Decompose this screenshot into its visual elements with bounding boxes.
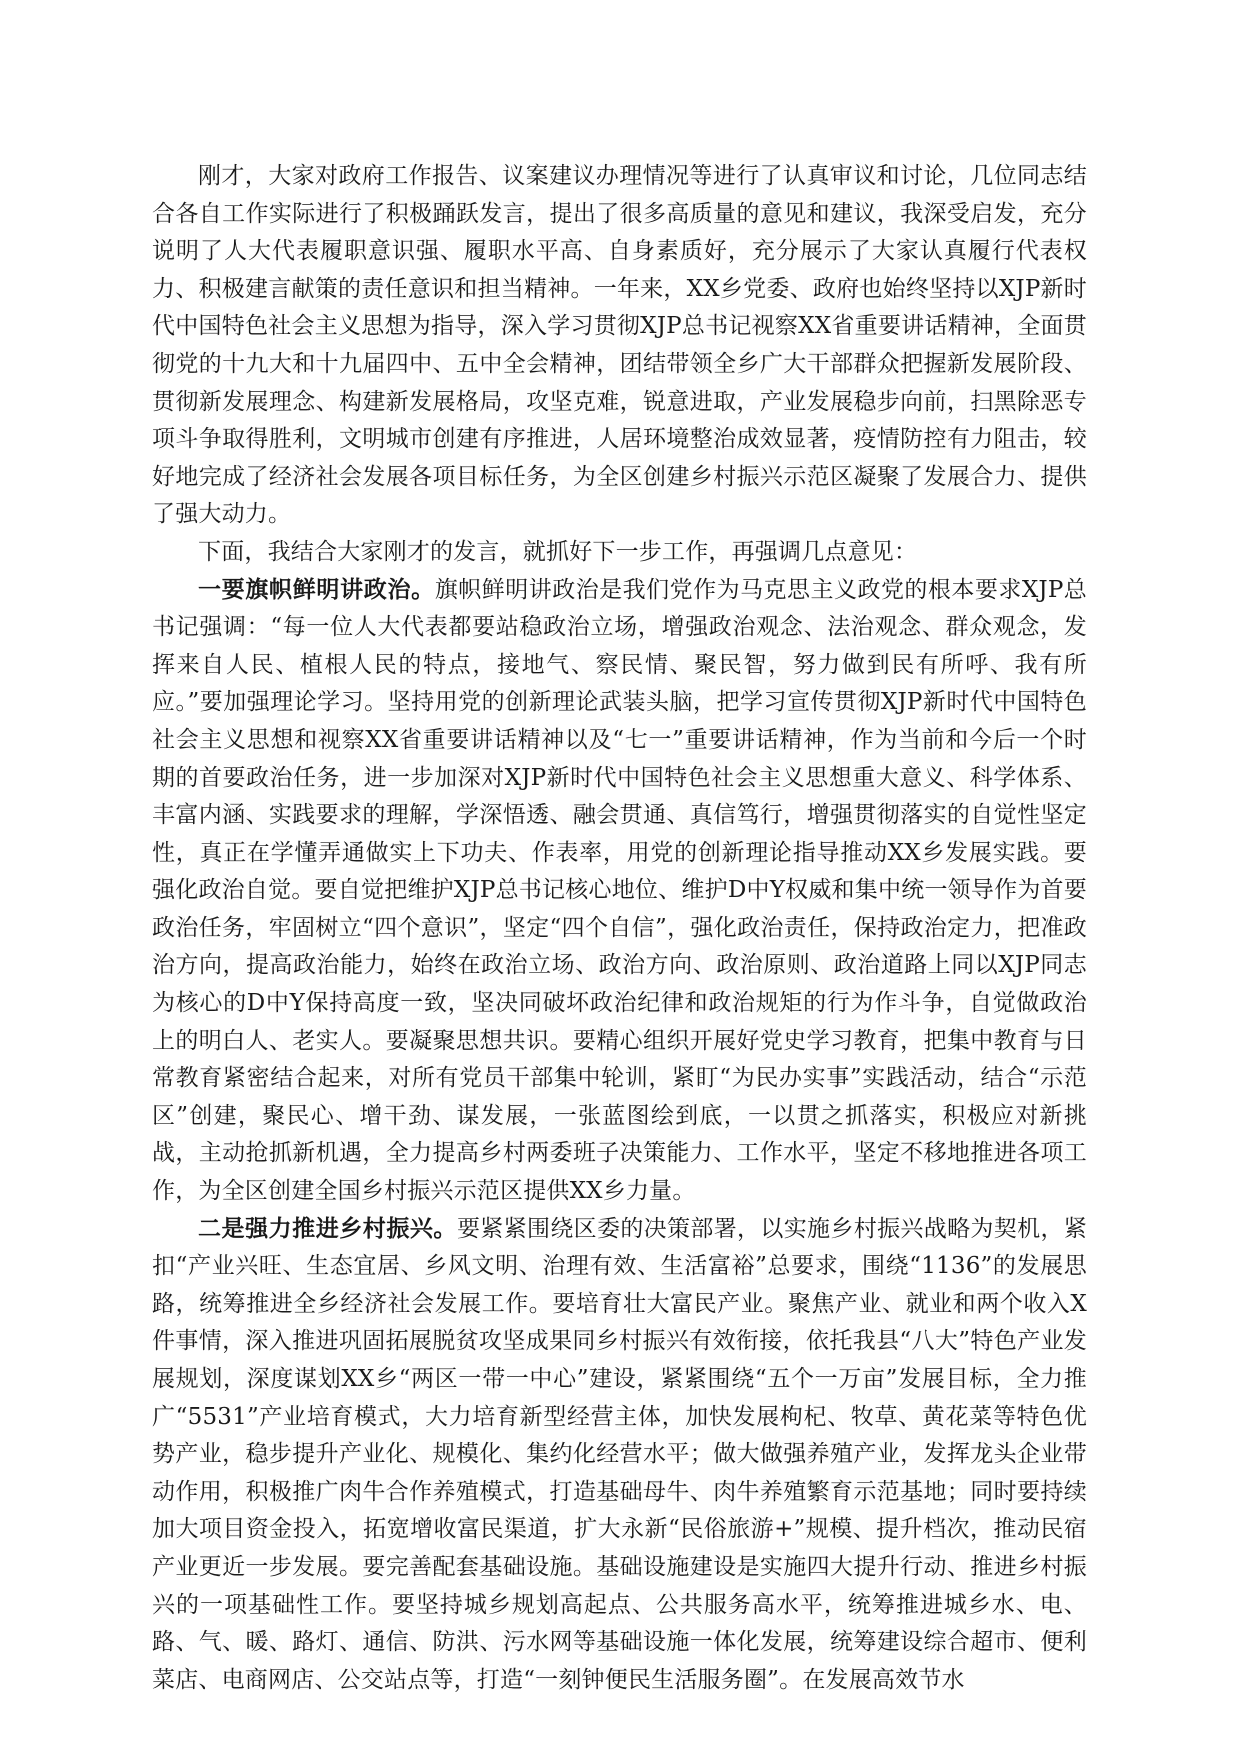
section-two-heading: 二是强力推进乡村振兴。 — [198, 1215, 457, 1242]
paragraph-section-two — [152, 1211, 1087, 1700]
paragraph-section-one — [152, 572, 1087, 1211]
document-body — [152, 158, 1087, 1699]
paragraph-transition-text: 下面，我结合大家刚才的发言，就抓好下一步工作，再强调几点意见： — [198, 538, 918, 565]
section-two-text: 要紧紧围绕区委的决策部署，以实施乡村振兴战略为契机，紧扣“产业兴旺、生态宜居、乡风文明、治理有效、生活富裕”总要求，围绕“1136”的发展思路，统筹推进全乡经济社会发展工作。要培育壮大富民产业。聚焦产业、就业和两个收入X件事情，深入推进巩固拓展脱贫攻坚成果同乡村振兴有效衔接，依托我县“八大”特色产业发展规划，深度谋划XX乡“两区一带一中心”建设，紧紧围绕“五个一万亩”发展目标，全力推广“5531”产业培育模式，大力培育新型经营主体，加快发展枸杞、牧草、黄花菜等特色优势产业，稳步提升产业化、规模化、集约化经营水平；做大做强养殖产业，发挥龙头企业带动作用，积极推广肉牛合作养殖模式，打造基础母牛、肉牛养殖繁育示范基地；同时要持续加大项目资金投入，拓宽增收富民渠道，扩大永新“民俗旅游+”规模、提升档次，推动民宿产业更近一步发展。要完善配套基础设施。基础设施建设是实施四大提升行动、推进乡村振兴的一项基础性工作。要坚持城乡规划高起点、公共服务高水平，统筹推进城乡水、电、路、气、暖、路灯、通信、防洪、污水网等基础设施一体化发展，统筹建设综合超市、便利菜店、电商网店、公交站点等，打造“一刻钟便民生活服务圈”。在发展高效节水 — [152, 1215, 1087, 1693]
paragraph-intro — [152, 158, 1087, 534]
paragraph-transition — [152, 534, 1087, 572]
section-one-heading: 一要旗帜鲜明讲政治。 — [198, 576, 435, 603]
section-one-text: 旗帜鲜明讲政治是我们党作为马克思主义政党的根本要求XJP总书记强调：“每一位人大代表都要站稳政治立场，增强政治观念、法治观念、群众观念，发挥来自人民、植根人民的特点，接地气、察民情、聚民智，努力做到民有所呼、我有所应。”要加强理论学习。坚持用党的创新理论武装头脑，把学习宣传贯彻XJP新时代中国特色社会主义思想和视察XX省重要讲话精神以及“七一”重要讲话精神，作为当前和今后一个时期的首要政治任务，进一步加深对XJP新时代中国特色社会主义思想重大意义、科学体系、丰富内涵、实践要求的理解，学深悟透、融会贯通、真信笃行，增强贯彻落实的自觉性坚定性，真正在学懂弄通做实上下功夫、作表率，用党的创新理论指导推动XX乡发展实践。要强化政治自觉。要自觉把维护XJP总书记核心地位、维护D中Y权威和集中统一领导作为首要政治任务，牢固树立“四个意识”，坚定“四个自信”，强化政治责任，保持政治定力，把准政治方向，提高政治能力，始终在政治立场、政治方向、政治原则、政治道路上同以XJP同志为核心的D中Y保持高度一致，坚决同破坏政治纪律和政治规矩的行为作斗争，自觉做政治上的明白人、老实人。要凝聚思想共识。要精心组织开展好党史学习教育，把集中教育与日常教育紧密结合起来，对所有党员干部集中轮训，紧盯“为民办实事”实践活动，结合“示范区”创建，聚民心、增干劲、谋发展，一张蓝图绘到底，一以贯之抓落实，积极应对新挑战，主动抢抓新机遇，全力提高乡村两委班子决策能力、工作水平，坚定不移地推进各项工作，为全区创建全国乡村振兴示范区提供XX乡力量。 — [152, 576, 1087, 1205]
paragraph-intro-text: 刚才，大家对政府工作报告、议案建议办理情况等进行了认真审议和讨论，几位同志结合各自工作实际进行了积极踊跃发言，提出了很多高质量的意见和建议，我深受启发，充分说明了人大代表履职意识强、履职水平高、自身素质好，充分展示了大家认真履行代表权力、积极建言献策的责任意识和担当精神。一年来，XX乡党委、政府也始终坚持以XJP新时代中国特色社会主义思想为指导，深入学习贯彻XJP总书记视察XX省重要讲话精神，全面贯彻党的十九大和十九届四中、五中全会精神，团结带领全乡广大干部群众把握新发展阶段、贯彻新发展理念、构建新发展格局，攻坚克难，锐意进取，产业发展稳步向前，扫黑除恶专项斗争取得胜利，文明城市创建有序推进，人居环境整治成效显著，疫情防控有力阻击，较好地完成了经济社会发展各项目标任务，为全区创建乡村振兴示范区凝聚了发展合力、提供了强大动力。 — [152, 163, 1087, 528]
